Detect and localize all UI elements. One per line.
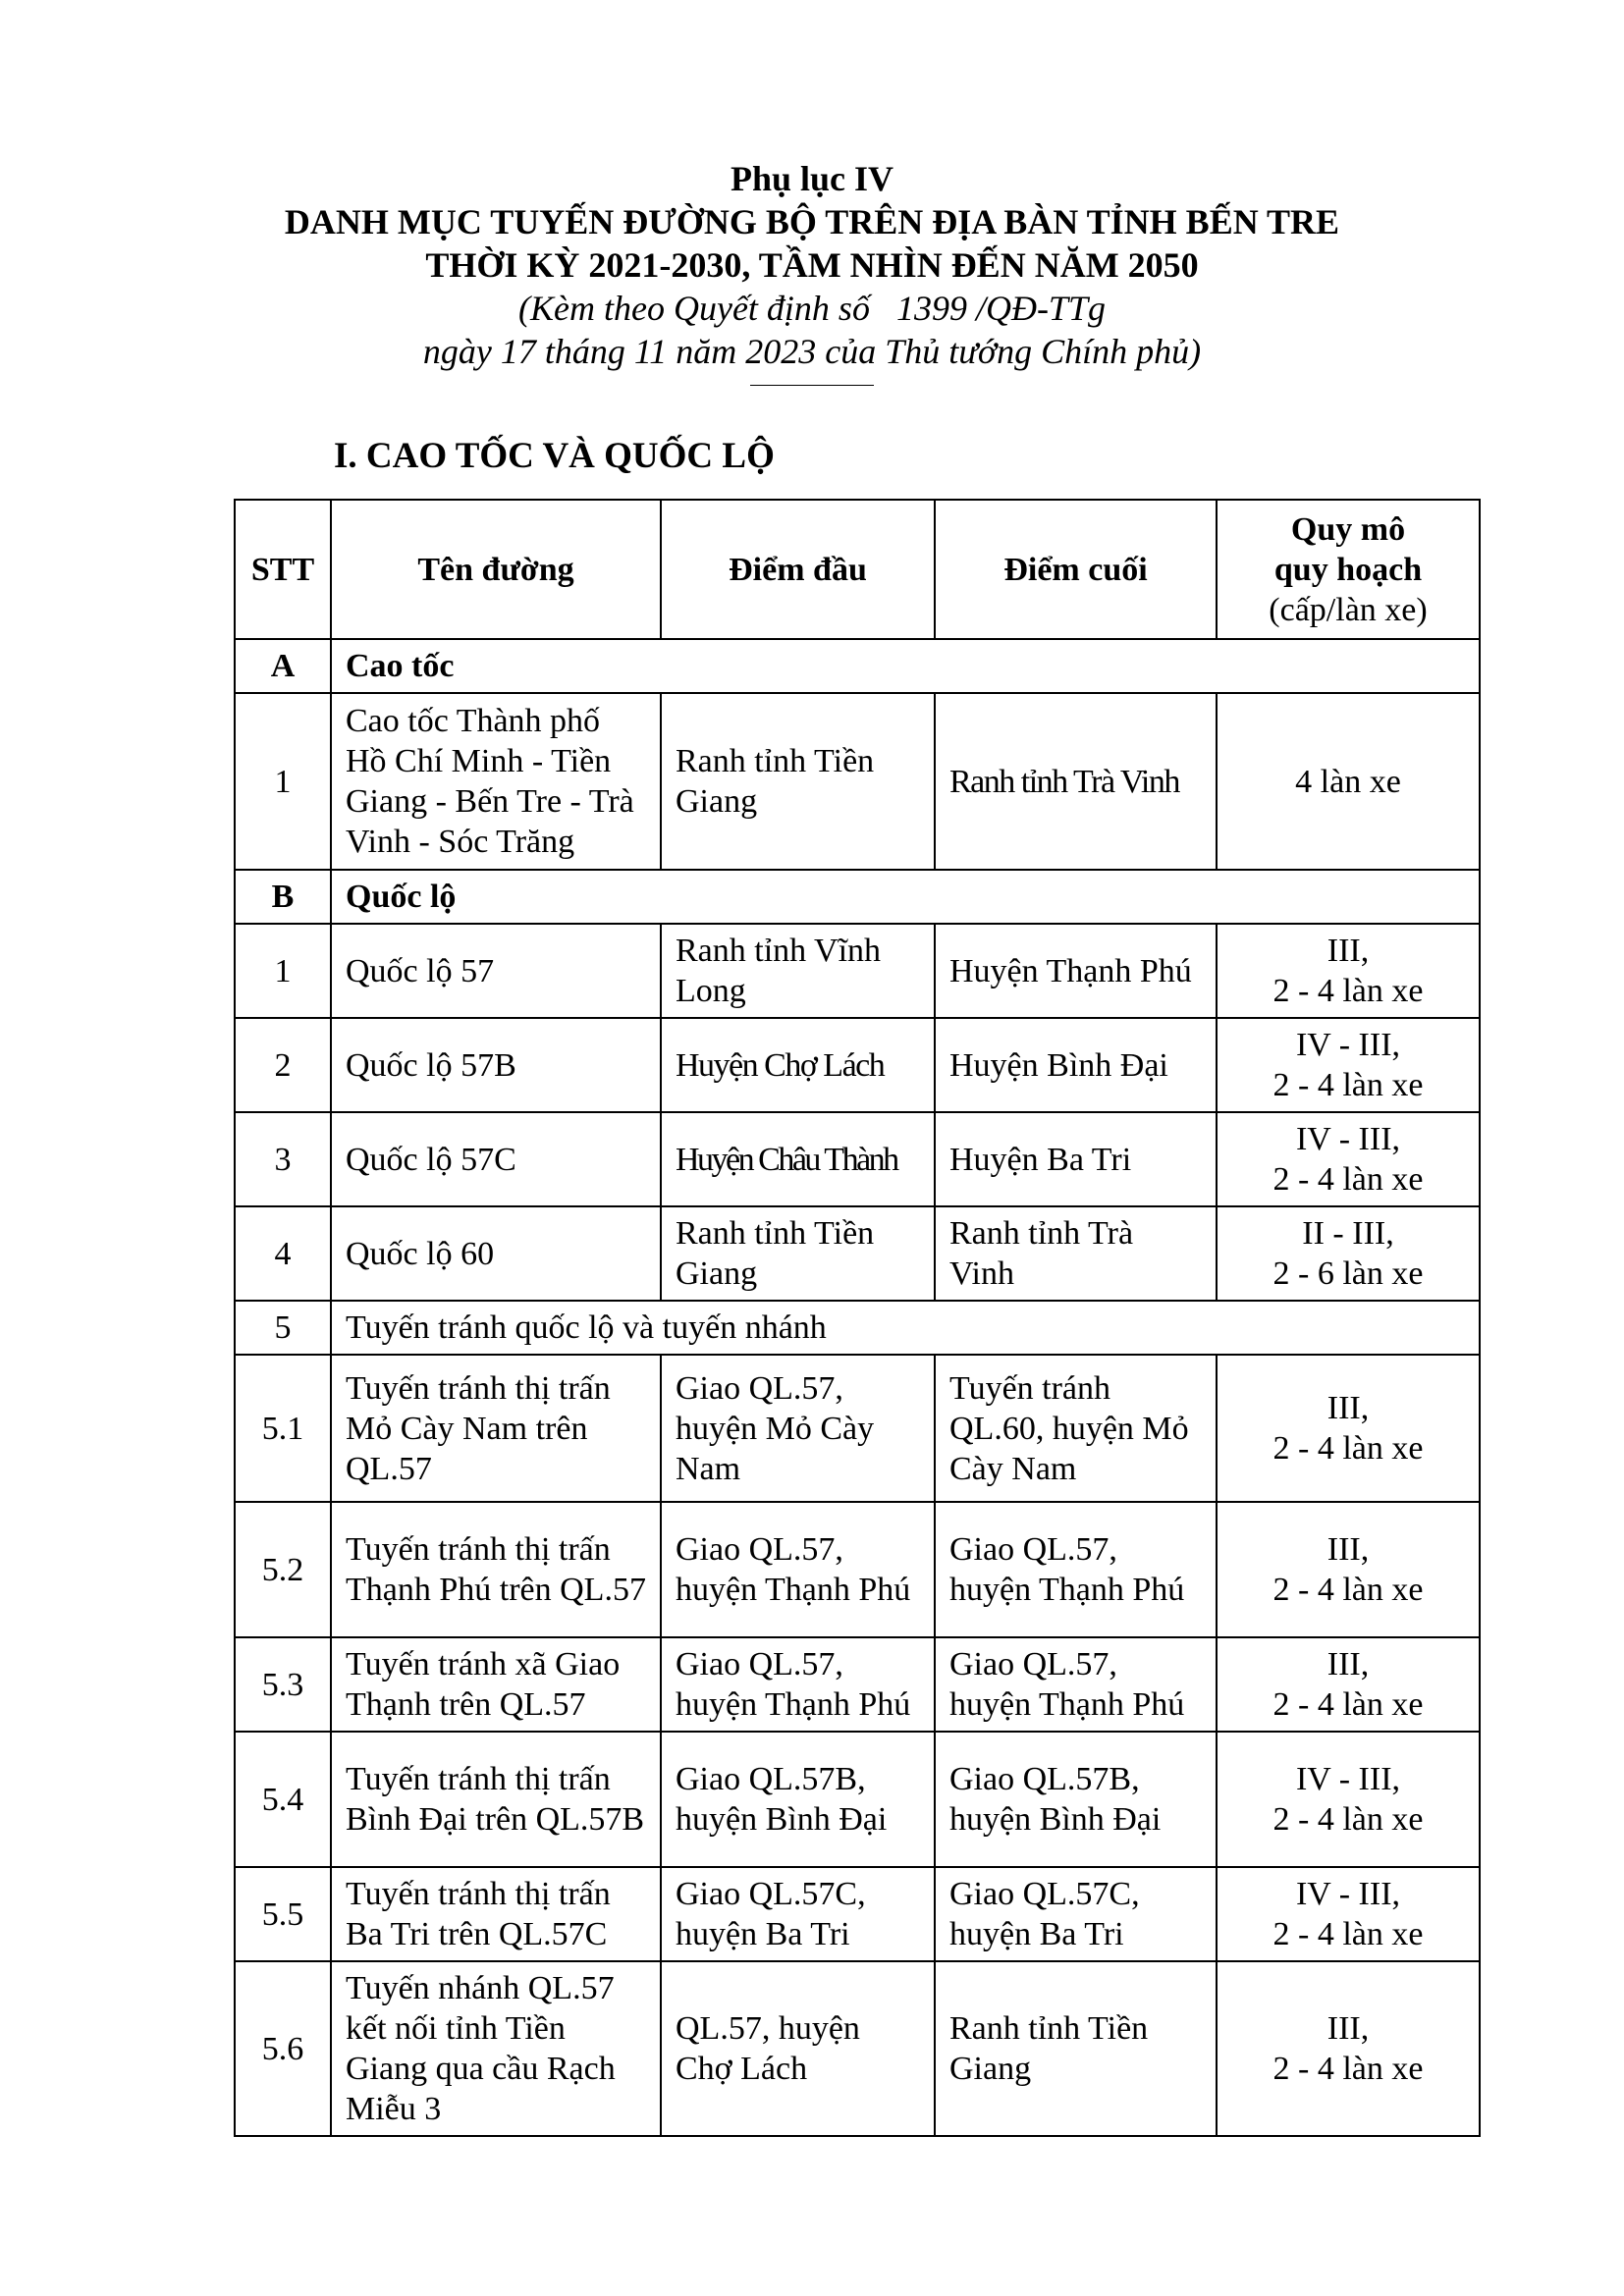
cell-scale [1217,1355,1480,1502]
cell-end: Giao QL.57C, huyện Ba Tri [935,1867,1217,1961]
header-end: Điểm cuối [935,500,1217,639]
cell-start: Ranh tỉnh Tiền Giang [661,693,935,870]
header-stt: STT [235,500,331,639]
cell-end: Ranh tỉnh Trà Vinh [935,693,1217,870]
cell-name: Tuyến tránh thị trấn Thạnh Phú trên QL.57 [331,1502,661,1637]
cell-stt: 2 [235,1018,331,1112]
group-row-5 [235,1301,1480,1355]
cell-scale [1217,1732,1480,1867]
scale-grade: IV - III, [1295,1761,1401,1797]
table-row [235,924,1480,1018]
scale-grade: III, [1326,1646,1370,1682]
cell-start: Giao QL.57, huyện Thạnh Phú [661,1502,935,1637]
cell-stt: 3 [235,1112,331,1206]
header-name: Tên đường [331,500,661,639]
document-title-line2: THỜI KỲ 2021-2030, TẦM NHÌN ĐẾN NĂM 2050 [425,245,1199,285]
cell-scale [1217,1018,1480,1112]
group-stt: A [235,639,331,693]
cell-name: Quốc lộ 57B [331,1018,661,1112]
cell-start: Giao QL.57C, huyện Ba Tri [661,1867,935,1961]
scale-lanes: 2 - 4 làn xe [1272,1161,1424,1198]
scale-grade: IV - III, [1295,1876,1401,1912]
cell-start: Ranh tỉnh Vĩnh Long [661,924,935,1018]
cell-name: Tuyến tránh thị trấn Bình Đại trên QL.57B [331,1732,661,1867]
cell-end: Ranh tỉnh Trà Vinh [935,1206,1217,1301]
cell-end: Huyện Thạnh Phú [935,924,1217,1018]
table-row [235,1355,1480,1502]
cell-stt: 5.2 [235,1502,331,1637]
group-stt: B [235,870,331,924]
cell-scale [1217,1867,1480,1961]
cell-name: Tuyến tránh xã Giao Thạnh trên QL.57 [331,1637,661,1732]
table-row [235,1502,1480,1637]
table-row [235,1018,1480,1112]
table-row [235,1961,1480,2136]
group-row-b [235,870,1480,924]
cell-scale [1217,1961,1480,2136]
cell-stt: 5.6 [235,1961,331,2136]
cell-stt: 5.3 [235,1637,331,1732]
cell-stt: 4 [235,1206,331,1301]
table-row [235,1637,1480,1732]
table-row [235,1206,1480,1301]
cell-start: Ranh tỉnh Tiền Giang [661,1206,935,1301]
scale-lanes: 2 - 4 làn xe [1272,1801,1424,1838]
section-title: I. CAO TỐC VÀ QUỐC LỘ [334,436,775,476]
cell-name: Tuyến nhánh QL.57 kết nối tỉnh Tiền Giang qua cầu Rạch Miễu 3 [331,1961,661,2136]
table-header-row [235,500,1480,639]
header-scale-line1: Quy mô [1290,510,1406,548]
cell-start: Giao QL.57, huyện Mỏ Cày Nam [661,1355,935,1502]
scale-lanes: 2 - 4 làn xe [1272,1430,1424,1467]
cell-start: Huyện Châu Thành [661,1112,935,1206]
table-row [235,1732,1480,1867]
cell-end: Huyện Bình Đại [935,1018,1217,1112]
header-scale-line3: (cấp/làn xe) [1269,591,1428,628]
group-label: Quốc lộ [331,870,1480,924]
cell-name: Quốc lộ 60 [331,1206,661,1301]
document-header [0,157,1624,386]
group-label: Tuyến tránh quốc lộ và tuyến nhánh [331,1301,1480,1355]
cell-name: Quốc lộ 57 [331,924,661,1018]
road-table [234,499,1481,2137]
scale-grade: IV - III, [1295,1027,1401,1063]
cell-start: Huyện Chợ Lách [661,1018,935,1112]
cell-scale: 4 làn xe [1217,693,1480,870]
cell-name: Cao tốc Thành phố Hồ Chí Minh - Tiền Giang - Bến Tre - Trà Vinh - Sóc Trăng [331,693,661,870]
cell-end: Huyện Ba Tri [935,1112,1217,1206]
scale-grade: III, [1326,2010,1370,2047]
cell-scale [1217,1112,1480,1206]
header-divider [750,385,874,386]
cell-end: Giao QL.57B, huyện Bình Đại [935,1732,1217,1867]
group-row-a [235,639,1480,693]
scale-lanes: 2 - 6 làn xe [1272,1255,1424,1292]
cell-name: Tuyến tránh thị trấn Mỏ Cày Nam trên QL.57 [331,1355,661,1502]
scale-lanes: 2 - 4 làn xe [1272,2051,1424,2087]
cell-stt: 1 [235,924,331,1018]
decision-date: ngày 17 tháng 11 năm 2023 của Thủ tướng Chính phủ) [422,332,1202,371]
decision-reference: (Kèm theo Quyết định số 1399 /QĐ-TTg [518,289,1106,328]
header-start: Điểm đầu [661,500,935,639]
cell-start: Giao QL.57B, huyện Bình Đại [661,1732,935,1867]
cell-end: Ranh tỉnh Tiền Giang [935,1961,1217,2136]
cell-end: Giao QL.57, huyện Thạnh Phú [935,1502,1217,1637]
cell-end: Tuyến tránh QL.60, huyện Mỏ Cày Nam [935,1355,1217,1502]
cell-scale [1217,1637,1480,1732]
cell-scale [1217,924,1480,1018]
cell-end: Giao QL.57, huyện Thạnh Phú [935,1637,1217,1732]
scale-lanes: 2 - 4 làn xe [1272,1067,1424,1103]
table-row [235,1112,1480,1206]
cell-stt: 5.1 [235,1355,331,1502]
scale-lanes: 2 - 4 làn xe [1272,1572,1424,1608]
scale-lanes: 2 - 4 làn xe [1272,973,1424,1009]
cell-start: QL.57, huyện Chợ Lách [661,1961,935,2136]
scale-grade: IV - III, [1295,1121,1401,1157]
header-scale-line2: quy hoạch [1273,551,1423,588]
table-row [235,1867,1480,1961]
scale-grade: III, [1326,933,1370,969]
scale-grade: III, [1326,1531,1370,1568]
appendix-title: Phụ lục IV [730,159,894,198]
group-label: Cao tốc [331,639,1480,693]
document-title-line1: DANH MỤC TUYẾN ĐƯỜNG BỘ TRÊN ĐỊA BÀN TỈNH BẾN TRE [284,202,1340,241]
cell-name: Quốc lộ 57C [331,1112,661,1206]
cell-stt: 1 [235,693,331,870]
header-scale [1217,500,1480,639]
cell-stt: 5.5 [235,1867,331,1961]
scale-lanes: 2 - 4 làn xe [1272,1686,1424,1723]
scale-grade: II - III, [1302,1215,1394,1252]
cell-name: Tuyến tránh thị trấn Ba Tri trên QL.57C [331,1867,661,1961]
cell-stt: 5.4 [235,1732,331,1867]
cell-start: Giao QL.57, huyện Thạnh Phú [661,1637,935,1732]
scale-lanes: 2 - 4 làn xe [1272,1916,1424,1952]
table-row [235,693,1480,870]
group-stt: 5 [235,1301,331,1355]
scale-grade: III, [1326,1390,1370,1426]
cell-scale [1217,1502,1480,1637]
cell-scale [1217,1206,1480,1301]
